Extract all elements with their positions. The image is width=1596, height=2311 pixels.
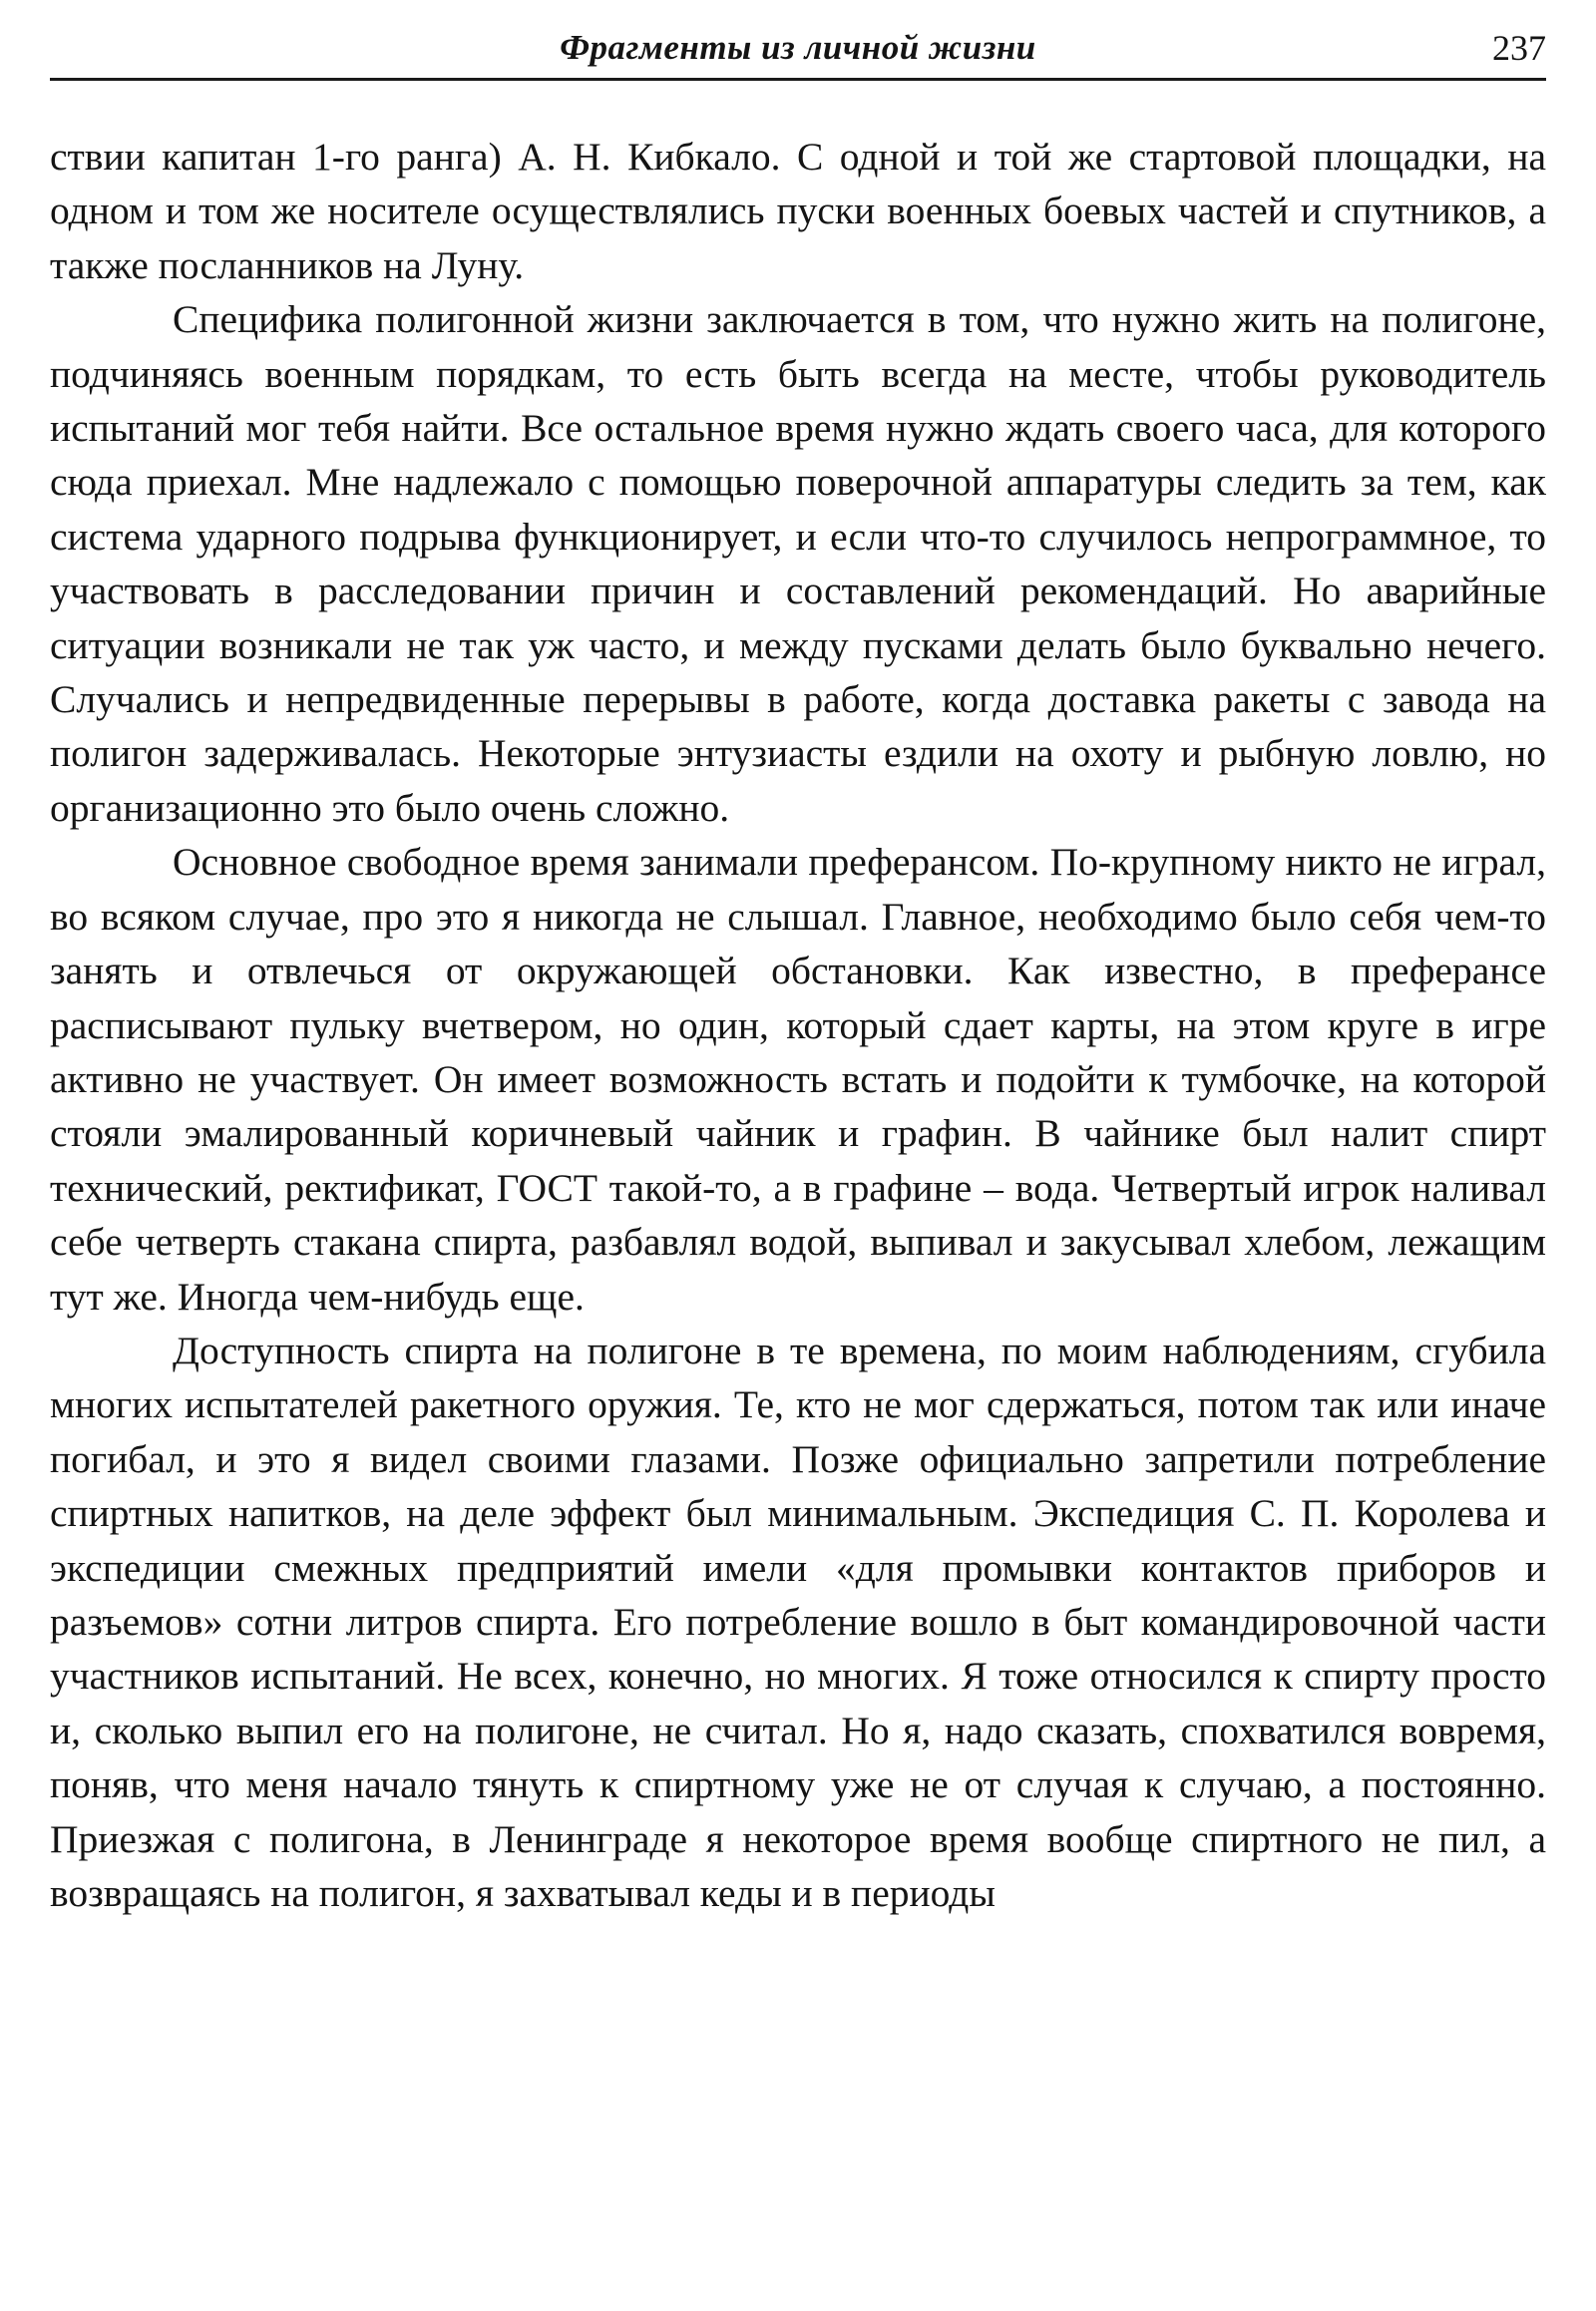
page-number: 237 xyxy=(1492,28,1546,68)
paragraph: Доступность спирта на полигоне в те времена, по моим наблюдениям, сгубила многих испытателей ракетного оружия. Те, кто не мог сдержаться, потом так или иначе погибал, и это я видел своими глазами. Позже официально запретили потребление спиртных напитков, на деле эффект был минимальным. Экспедиция С. П. Королева и экспедиции смежных предприятий имели «для промывки контактов приборов и разъемов» сотни литров спирта. Его потребление вошло в быт командировочной части участников испытаний. Не всех, конечно, но многих. Я тоже относился к спирту просто и, сколько выпил его на полигоне, не считал. Но я, надо сказать, спохватился вовремя, поняв, что меня начало тянуть к спиртному уже не от случая к случаю, а постоянно. Приезжая с полигона, в Ленинграде я некоторое время вообще спиртного не пил, а возвращаясь на полигон, я захватывал кеды и в периоды xyxy=(50,1328,1546,1915)
book-page xyxy=(50,0,1546,2311)
body-text xyxy=(50,130,1546,1920)
running-title: Фрагменты из личной жизни xyxy=(560,28,1036,67)
paragraph: Специфика полигонной жизни заключается в том, что нужно жить на полигоне, подчиняясь военным порядкам, то есть быть всегда на месте, чтобы руководитель испытаний мог тебя найти. Все остальное время нужно ждать своего часа, для которого сюда приехал. Мне надлежало с помощью поверочной аппаратуры следить за тем, как система ударного подрыва функционирует, и если что-то случилось непрограммное, то участвовать в расследовании причин и составлений рекомендаций. Но аварийные ситуации возникали не так уж часто, и между пусками делать было буквально нечего. Случались и непредвиденные перерывы в работе, когда доставка ракеты с завода на полигон задерживалась. Некоторые энтузиасты ездили на охоту и рыбную ловлю, но организационно это было очень сложно. xyxy=(50,297,1546,830)
paragraph: Основное свободное время занимали преферансом. По-крупному никто не играл, во всяком случае, про это я никогда не слышал. Главное, необходимо было себя чем-то занять и отвлечься от окружающей обстановки. Как известно, в преферансе расписывают пульку вчетвером, но один, который сдает карты, на этом круге в игре активно не участвует. Он имеет возможность встать и подойти к тумбочке, на которой стояли эмалированный коричневый чайник и графин. В чайнике был налит спирт технический, ректификат, ГОСТ такой-то, а в графине – вода. Четвертый игрок наливал себе четверть стакана спирта, разбавлял водой, выпивал и закусывал хлебом, лежащим тут же. Иногда чем-нибудь еще. xyxy=(50,840,1546,1319)
paragraph-continued: ствии капитан 1-го ранга) А. Н. Кибкало. С одной и той же стартовой площадки, на одном и том же носителе осуществлялись пуски военных боевых частей и спутников, а также посланников на Луну. xyxy=(50,135,1546,287)
running-header xyxy=(50,22,1546,81)
